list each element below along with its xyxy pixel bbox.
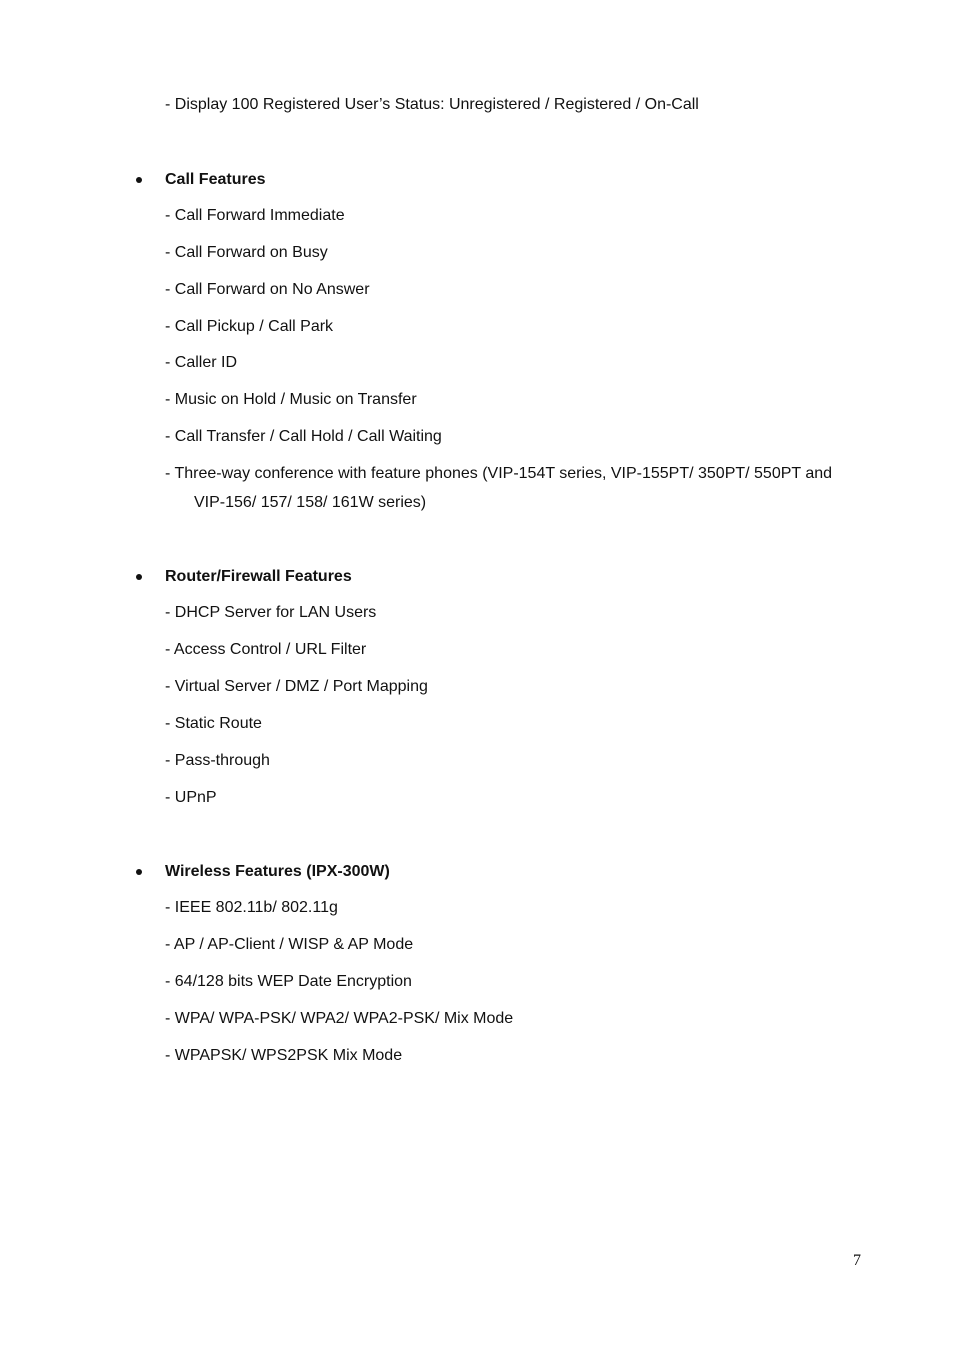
call-feature-item: - Call Forward on Busy [165,244,328,261]
router-feature-item: - Access Control / URL Filter [165,641,367,658]
call-feature-item: - Music on Hold / Music on Transfer [165,391,417,408]
call-feature-item: - Call Forward on No Answer [165,281,370,298]
router-feature-item: - Pass-through [165,752,270,769]
bullet-wireless-features [136,869,142,875]
router-feature-item: - UPnP [165,789,217,806]
call-feature-item: - Three-way conference with feature phones (VIP-154T series, VIP-155PT/ 350PT/ 550PT and [165,465,833,482]
section-title-call-features: Call Features [165,171,266,188]
page-number: 7 [853,1252,861,1269]
section-title-wireless-features: Wireless Features (IPX-300W) [165,863,390,880]
feature-item-display-status: - Display 100 Registered User’s Status: Unregistered / Registered / On-Call [165,96,699,113]
router-feature-item: - Static Route [165,715,262,732]
bullet-call-features [136,177,142,183]
router-feature-item: - Virtual Server / DMZ / Port Mapping [165,678,428,695]
wireless-feature-item: - WPAPSK/ WPS2PSK Mix Mode [165,1047,403,1064]
section-title-router-features: Router/Firewall Features [165,568,352,585]
call-feature-item: - Call Pickup / Call Park [165,318,334,335]
router-feature-item: - DHCP Server for LAN Users [165,604,377,621]
wireless-feature-item: - IEEE 802.11b/ 802.11g [165,899,338,916]
wireless-feature-item: - WPA/ WPA-PSK/ WPA2/ WPA2-PSK/ Mix Mode [165,1010,514,1027]
call-feature-item: - Call Forward Immediate [165,207,345,224]
call-feature-item: - Call Transfer / Call Hold / Call Waiting [165,428,442,445]
call-feature-item-continuation: VIP-156/ 157/ 158/ 161W series) [194,494,427,511]
wireless-feature-item: - AP / AP-Client / WISP & AP Mode [165,936,414,953]
call-feature-item: - Caller ID [165,354,238,371]
bullet-router-features [136,574,142,580]
wireless-feature-item: - 64/128 bits WEP Date Encryption [165,973,412,990]
